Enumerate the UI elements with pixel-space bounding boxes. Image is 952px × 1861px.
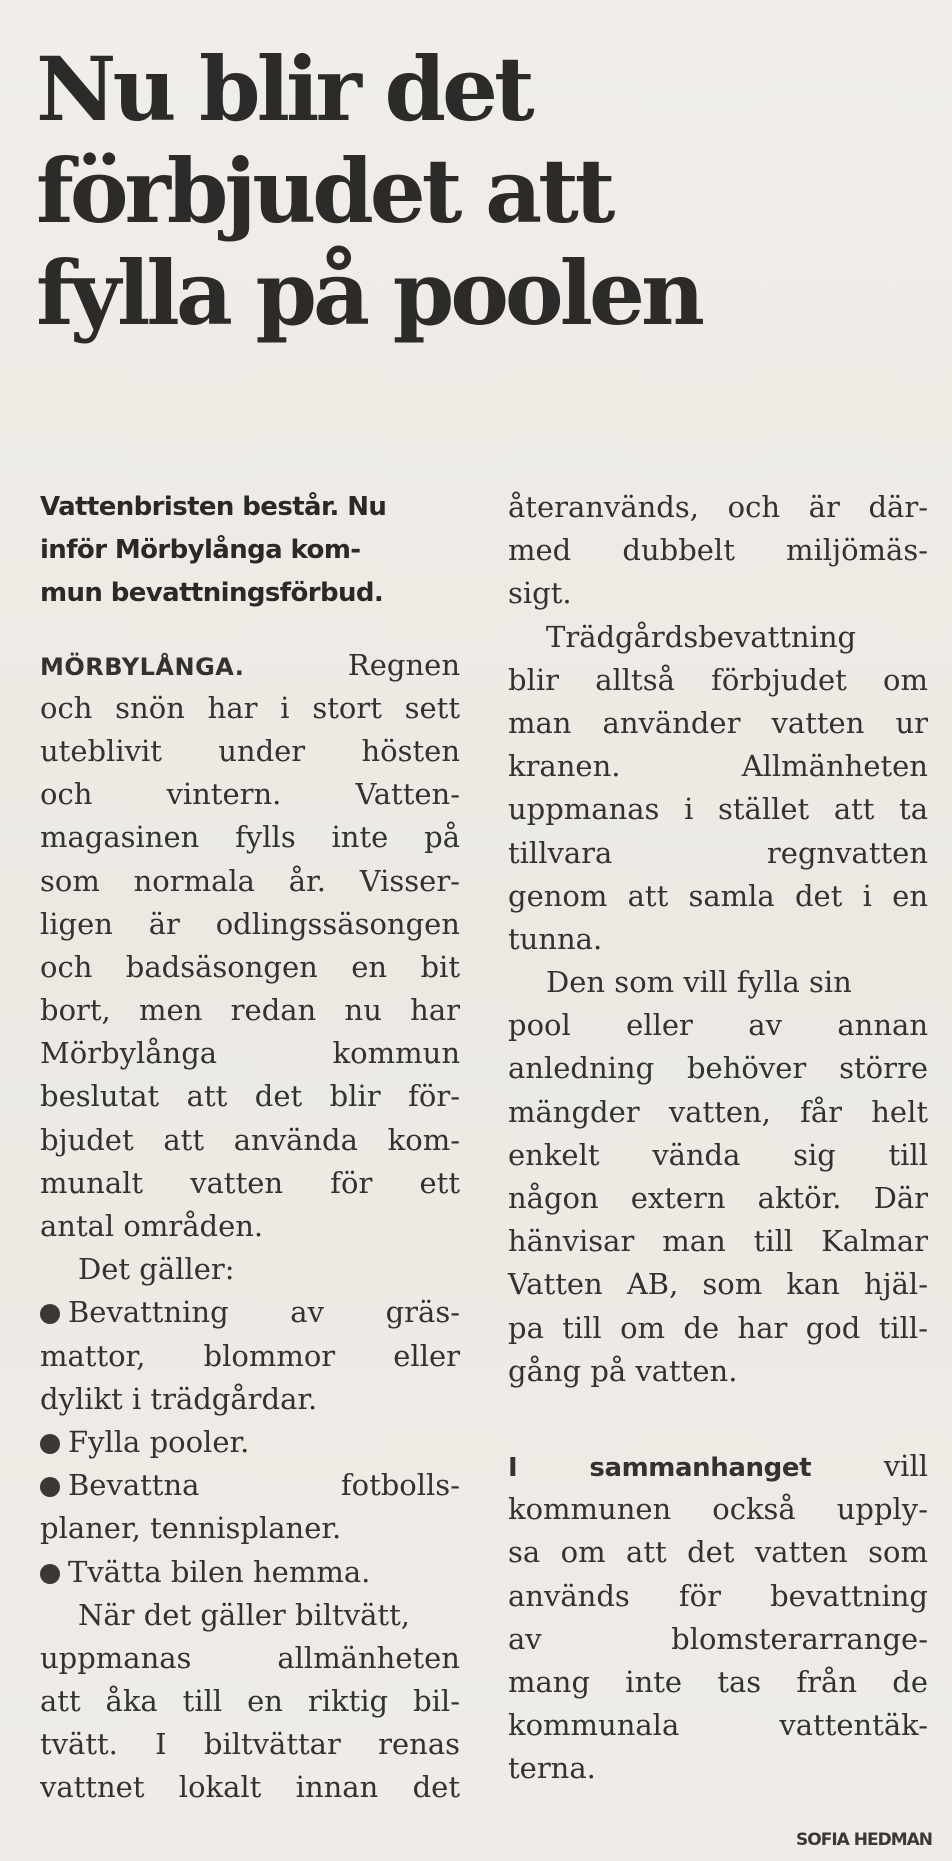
body-paragraph (508, 1445, 928, 1791)
text-line: antal områden. (40, 1209, 264, 1243)
body-paragraph (40, 644, 460, 1249)
text-line: och snön har i stort sett (40, 690, 460, 725)
text-line: sigt. (508, 576, 572, 611)
text-line: bort, men redan nu har (40, 993, 460, 1028)
text-line: mang inte tas från de (508, 1664, 928, 1699)
text-line: återanvänds, och är där- (508, 490, 928, 524)
text-line: genom att samla det i en (508, 878, 928, 913)
text-line: Fylla pooler. (40, 1421, 460, 1464)
text-fragment: Regnen (347, 647, 460, 682)
text-line (508, 1445, 928, 1488)
bullet-item (40, 1291, 460, 1421)
text-line: att åka till en riktig bil- (40, 1684, 460, 1719)
list-intro: Det gäller: (78, 1252, 235, 1287)
bullet-icon (40, 1434, 60, 1454)
text-line: uppmanas allmänheten (40, 1640, 460, 1675)
text-line: hänvisar man till Kalmar (508, 1224, 928, 1259)
text-line: kranen. Allmänheten (508, 749, 928, 784)
text-line: beslutat att det blir för- (40, 1079, 460, 1114)
text-line: bjudet att använda kom- (40, 1122, 460, 1157)
text-line: Trädgårdsbevattning (546, 619, 857, 654)
text-line: tunna. (508, 921, 603, 956)
text-line: Tvätta bilen hemma. (40, 1551, 460, 1594)
text-line: anledning behöver större (508, 1051, 928, 1086)
headline (36, 38, 916, 344)
text-line: uteblivit under hösten (40, 733, 460, 768)
body-paragraph (508, 486, 928, 616)
text-line (40, 644, 460, 687)
section-lead: I sammanhanget (508, 1452, 812, 1483)
text-line: gång på vatten. (508, 1353, 738, 1388)
text-line: När det gäller biltvätt, (78, 1597, 410, 1632)
text-line: planer, tennisplaner. (40, 1511, 342, 1546)
text-line: kommunala vattentäk- (508, 1708, 928, 1743)
text-line: man använder vatten ur (508, 705, 928, 740)
text-line: och badsäsongen en bit (40, 949, 460, 984)
text-line: med dubbelt miljömäs- (508, 533, 928, 568)
bullet-item (40, 1421, 460, 1464)
bullet-item (40, 1464, 460, 1550)
text-line: terna. (508, 1751, 596, 1786)
bullet-icon (40, 1304, 60, 1324)
text-line: pool eller av annan (508, 1008, 928, 1043)
text-fragment: vill (883, 1448, 928, 1483)
text-line: Bevattna fotbolls- (40, 1464, 460, 1507)
lead-line: inför Mörbylånga kom- (40, 535, 361, 566)
text-line: enkelt vända sig till (508, 1137, 928, 1172)
text-line: Vatten AB, som kan hjäl- (508, 1267, 928, 1302)
lead-paragraph (40, 486, 460, 616)
body-paragraph (508, 616, 928, 962)
bullet-item (40, 1551, 460, 1594)
text-line: kommunen också upply- (508, 1492, 928, 1527)
dateline: MÖRBYLÅNGA. (40, 652, 245, 681)
text-line: blir alltså förbjudet om (508, 662, 928, 697)
lead-line: Vattenbristen består. Nu (40, 492, 387, 522)
headline-line: förbjudet att (36, 139, 612, 243)
text-line: tvätt. I biltvättar renas (40, 1727, 460, 1762)
text-line: Bevattning av gräs- (40, 1291, 460, 1334)
headline-line: Nu blir det (36, 37, 531, 141)
text-line: och vintern. Vatten- (40, 777, 460, 812)
text-line: uppmanas i stället att ta (508, 792, 928, 827)
text-line: Den som vill fylla sin (546, 965, 852, 1000)
lead-line: mun bevattningsförbud. (40, 578, 384, 609)
text-line: dylikt i trädgårdar. (40, 1381, 318, 1416)
body-paragraph (508, 961, 928, 1393)
text-line: används för bevattning (508, 1578, 928, 1613)
text-line: magasinen fylls inte på (40, 820, 460, 855)
body-paragraph (40, 1594, 460, 1810)
text-line: mattor, blommor eller (40, 1338, 460, 1373)
text-line: tillvara regnvatten (508, 835, 928, 870)
text-line: ligen är odlingssäsongen (40, 906, 460, 941)
text-line: pa till om de har god till- (508, 1310, 928, 1345)
text-line: av blomsterarrange- (508, 1621, 928, 1656)
text-line: vattnet lokalt innan det (40, 1770, 460, 1805)
byline: SOFIA HEDMAN (796, 1830, 932, 1850)
article-column-left (40, 486, 460, 1810)
text-line: sa om att det vatten som (508, 1535, 928, 1570)
text-line: munalt vatten för ett (40, 1165, 460, 1200)
text-line: Mörbylånga kommun (40, 1036, 460, 1071)
bullet-icon (40, 1477, 60, 1497)
article-column-right (508, 486, 928, 1790)
bullet-icon (40, 1564, 60, 1584)
text-line: mängder vatten, får helt (508, 1094, 928, 1129)
text-line: som normala år. Visser- (40, 863, 460, 898)
headline-line: fylla på poolen (36, 241, 702, 345)
text-line: någon extern aktör. Där (508, 1181, 928, 1215)
